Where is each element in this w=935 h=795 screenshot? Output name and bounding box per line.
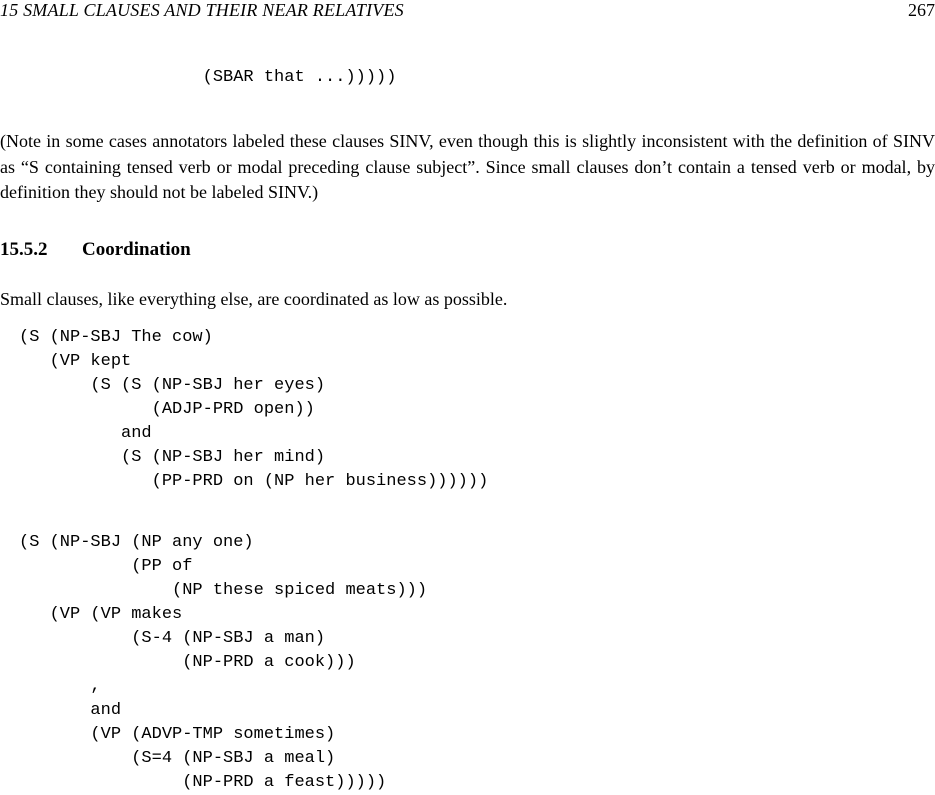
code-block-continuation: (SBAR that ...))))) [19,68,397,87]
running-header [0,0,935,20]
section-heading [0,239,191,261]
note-paragraph: (Note in some cases annotators labeled these clauses SINV, even though this is slightly inconsistent with the definition of SINV as “S containing tensed verb or modal preceding clause subject”. Since small clauses don’t contain a tensed verb or modal, by definition they should not be labeled SINV.) [0,131,935,202]
intro-paragraph: Small clauses, like everything else, are coordinated as low as possible. [0,289,508,309]
code-example-2: (S (NP-SBJ (NP any one) (PP of (NP these spiced meats))) (VP (VP makes (S-4 (NP-SBJ a man) (NP-PRD a cook))) , and (VP (ADVP-TMP sometimes) (S=4 (NP-SBJ a meal) (NP-PRD a feast))))) [19,533,428,792]
running-title: 15 SMALL CLAUSES AND THEIR NEAR RELATIVES [0,0,404,20]
section-title: Coordination [82,239,191,260]
page-number: 267 [908,0,935,20]
code-example-1: (S (NP-SBJ The cow) (VP kept (S (S (NP-SBJ her eyes) (ADJP-PRD open)) and (S (NP-SBJ her mind) (PP-PRD on (NP her business)))))) [19,328,489,491]
section-number: 15.5.2 [0,239,48,260]
